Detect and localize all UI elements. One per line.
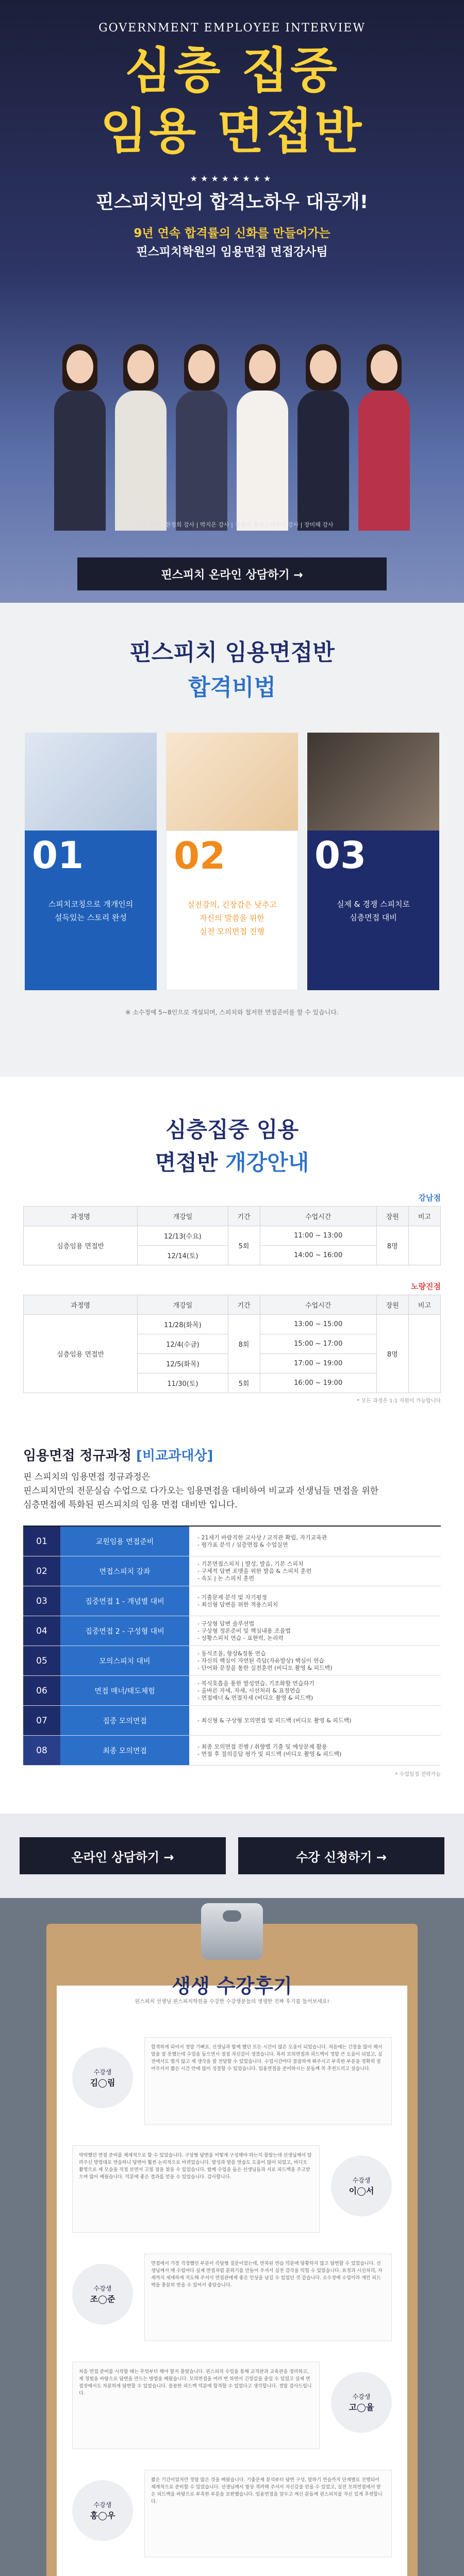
course-name: 심층임용 면접반 [24,1315,138,1393]
start-date: 11/30(토) [138,1374,228,1393]
apply-button[interactable]: 수강 신청하기 → [238,1837,444,1874]
instructor-photo [355,330,413,531]
row-item: - 최종 모의면접 진행 / 취향별 기출 및 예상문제 활용 [197,1743,327,1750]
period: 5회 [228,1226,260,1265]
hero-title-line2: 임용 면접반 [100,104,364,160]
table-header: 비고 [408,1295,440,1315]
hero-desc [0,224,464,261]
table-header: 수업시간 [260,1207,376,1226]
row-title: 모의스피치 대비 [60,1646,189,1675]
row-number: 05 [23,1646,60,1675]
start-date: 12/5(화목) [138,1354,228,1374]
consult-button[interactable]: 온라인 상담하기 → [20,1837,226,1874]
curriculum-note: * 수업일정 전략가능 [395,1772,441,1777]
row-number: 06 [23,1676,60,1705]
curriculum-row [23,1676,441,1706]
row-title: 면접스피치 강좌 [60,1556,189,1586]
start-date: 12/4(수금) [138,1334,228,1354]
secrets-subtitle: 합격비법 [188,674,276,701]
row-item: - 올바른 자세, 자세, 시선처리 & 표정연습 [197,1687,301,1694]
class-time: 15:00 ~ 17:00 [260,1334,376,1354]
curriculum-row [23,1556,441,1586]
reviews-note: 핀스피치 선생님 핀스피치학원을 수강한 수강생분들의 생생한 진짜 후기를 들어보세요! [135,1999,329,2005]
row-item: - 기출문제 분석 및 자기평정 [197,1594,267,1601]
secrets-note: ※ 소수정예 5~8인으로 개설되며, 스피치와 철저한 면접준비를 할 수 있습니다. [125,1009,339,1016]
reviewer-name: 조◯준 [90,2294,115,2304]
review-text: 짧은 기간이었지만 정말 많은 것을 배웠습니다. 기출문제 분석부터 답변 구성, 말하기 연습까지 단계별로 진행되어 체계적으로 준비할 수 있었습니다. 선생님께서 항상 격려해 주셔서 자신감을 얻을 수 있었고, 실전 모의면접에서 받은 피드백을 바탕으로 부족한 부분을 보완했습니다. 임용면접을 앞두고 계신 분들께 핀스피치를 자신 있게 추천합니다. [144,2470,392,2557]
review-item [67,2357,397,2454]
reviewer-name: 홍◯우 [90,2511,115,2520]
class-time: 16:00 ~ 19:00 [260,1374,376,1393]
row-item: - 기본면접스피치 | 발성, 발음, 기본 스피치 [197,1560,304,1567]
reviewer-avatar [72,2480,133,2541]
row-item: - 속도 | 논 스피치 훈련 [197,1574,255,1582]
row-title: 면접 매너/태도체험 [60,1676,189,1705]
desc-line: 심층면접에 특화된 핀스피치의 임용 면접 대비반 입니다. [23,1500,238,1510]
schedule-subtitle-a: 면접반 [155,1150,226,1175]
curriculum-desc [23,1470,441,1512]
row-item: - 면접매너 & 면접자세 (비디오 촬영 & 피드백) [197,1694,313,1701]
review-item [67,2465,397,2563]
card-text: 스피치코칭으로 개개인의 [48,900,134,909]
reviewer-name: 고◯율 [349,2402,374,2412]
row-item: - 최신형 답변을 위한 적용스피치 [197,1601,278,1608]
instructor-photo [173,330,230,531]
desc-line: 핀 스피치의 임용면접 정규과정은 [23,1472,151,1482]
instructor-photo [294,330,352,531]
row-item: - 상황스피치 연습 - 표현력, 논리력 [197,1634,284,1641]
curriculum-row [23,1527,441,1556]
secrets-title: 핀스피치 임용면접반 [129,639,335,666]
row-item: - 자신의 핵심이 자연된 즉답(자유발상) 핵심이 연습 [197,1657,325,1664]
hero-stars: ★★★★★★★★ [190,174,274,183]
table-header: 과정명 [24,1207,138,1226]
reviewer-label: 수강생 [352,2177,371,2184]
card-text: 자신의 말씀을 위한 [200,913,264,923]
instructor-photo [234,330,291,531]
secret-card [166,733,298,990]
review-item [67,2032,397,2130]
row-item: - 구상형 답변 솔루션법 [197,1620,255,1627]
card-text: 실전 모의면접 진행 [200,927,264,936]
reviews-title: 생생 수강후기 [172,1975,292,1997]
class-time: 13:00 ~ 15:00 [260,1315,376,1334]
row-title: 교원임용 면접준비 [60,1527,189,1556]
schedule-subtitle [0,1146,464,1177]
row-number: 08 [23,1736,60,1765]
row-number: 03 [23,1586,60,1616]
curriculum-section [0,1425,464,1793]
curriculum-row [23,1586,441,1616]
reviewer-avatar [72,2047,133,2108]
class-time: 11:00 ~ 13:00 [260,1226,376,1246]
curriculum-row [23,1646,441,1676]
curriculum-table [23,1526,441,1766]
row-title: 집중면접 2 - 구성형 대비 [60,1616,189,1646]
card-number: 01 [32,834,84,877]
row-title: 최종 모의면접 [60,1736,189,1765]
row-item: - 최신형 & 구상형 모의면접 및 피드백 (비디오 촬영 & 피드백) [197,1717,352,1724]
table-header: 기간 [228,1295,260,1315]
schedule-table-gangnam [23,1206,441,1265]
hero-eyebrow: GOVERNMENT EMPLOYEE INTERVIEW [98,22,366,35]
period: 8회 [228,1315,260,1374]
card-text: 심층면접 대비 [350,913,397,922]
class-time: 17:00 ~ 19:00 [260,1354,376,1374]
curriculum-title-a: 임용면접 정규과정 [23,1448,137,1464]
remarks [408,1226,440,1265]
row-item: - 21세기 바람직한 교사상 / 교직관 확립, 자기교육관 [197,1534,327,1541]
clip-icon [201,1903,263,1960]
instructor-photos [0,330,464,531]
table-header: 개강일 [138,1207,228,1226]
location-noryangjin: 노량진점 [411,1282,441,1291]
schedule-table-noryangjin [23,1295,441,1393]
review-text: 합격하게 되어서 정말 기뻐요. 선생님과 함께 했던 모든 시간이 많은 도움이 되었습니다. 처음에는 긴장을 많이 해서 말을 잘 못했는데 수업을 들으면서 점점 자신감이 생겼습니다. 특히 모의면접과 피드백이 정말 큰 도움이 되었고, 실전에서도 떨지 않고 제 생각을 잘 전달할 수 있었습니다. 수업시간마다 꼼꼼하게 봐주시고 부족한 부분을 정확히 짚어주셔서 짧은 시간 안에 많이 성장할 수 있었습니다. 임용면접을 준비하시는 분들께 꼭 추천드리고 싶습니다. [144,2037,392,2125]
row-item: - 구체적 답변 포맷을 위한 발음 & 스피치 훈련 [197,1567,312,1574]
table-header: 개강일 [138,1295,228,1315]
curriculum-row [23,1736,441,1766]
hero-title-line1: 심층 집중 [125,43,339,99]
reviewer-name: 김◯림 [90,2078,115,2088]
class-time: 14:00 ~ 16:00 [260,1246,376,1265]
schedule-section [0,1077,464,1425]
desc-line: 핀스피치만의 전문실습 수업으로 다가오는 임용면접을 대비하여 비교과 선생님들 면접을 위한 [23,1486,379,1496]
card-text: 실제 & 경쟁 스피치로 [337,900,410,909]
curriculum-row [23,1616,441,1646]
review-text: 처음 면접 준비를 시작할 때는 무엇부터 해야 할지 몰랐습니다. 핀스피치 수업을 통해 교직관과 교육관을 정리하고, 제 경험을 바탕으로 답변을 만드는 방법을 배웠습니다. 모의면접을 여러 번 하면서 긴장감을 줄일 수 있었고 실제 면접장에서도 차분하게 답변할 수 있었습니다. 꼼꼼한 피드백 덕분에 합격할 수 있었다고 생각합니다. 정말 감사드립니다. [72,2362,320,2449]
review-text: 면접에서 가장 걱정했던 부분이 즉답형 질문이었는데, 반복된 연습 덕분에 당황하지 않고 답변할 수 있었습니다. 선생님께서 매 수업마다 실제 면접처럼 분위기를 만들어 주셔서 실전 감각을 익힐 수 있었습니다. 표정과 시선처리, 자세까지 세세하게 지도해 주셔서 면접관에게 좋은 인상을 남길 수 있었던 것 같습니다. 소수정예 수업이라 개인 피드백을 충분히 받을 수 있어서 좋았습니다. [144,2253,392,2341]
cta-buttons [0,1814,464,1898]
reviewer-avatar [72,2264,133,2325]
reviewer-name: 이◯서 [349,2186,374,2196]
start-date: 12/14(토) [138,1246,228,1265]
row-number: 01 [23,1527,60,1556]
start-date: 11/28(화목) [138,1315,228,1334]
hero-desc-line1: 9년 연속 합격률의 신화를 만들어가는 [134,227,330,240]
hero-banner [0,0,464,603]
secrets-section [0,603,464,1077]
row-title: 집중 모의면접 [60,1706,189,1735]
reviewer-label: 수강생 [352,2393,371,2400]
schedule-subtitle-b: 개강안내 [225,1150,309,1175]
schedule-title: 심층집중 임용 [165,1117,299,1142]
table-header: 기간 [228,1207,260,1226]
row-item: - 복식호흡을 통한 발성연습, 기조화할 연습하기 [197,1680,314,1687]
row-item: - 단어와 문장을 통한 실전훈련 (비디오 촬영 & 피드백) [197,1664,333,1671]
location-gangnam: 강남점 [418,1193,441,1202]
row-item: - 평가표 분석 / 심층면접 & 수업실연 [197,1541,288,1548]
reviewer-label: 수강생 [93,2285,112,2292]
reviewer-avatar [331,2372,392,2433]
instructor-photo [112,330,170,531]
hero-desc-line2: 핀스피치학원의 임용면접 면접강사팀 [136,245,328,259]
table-header: 과정명 [24,1295,138,1315]
start-date: 12/13(수요) [138,1226,228,1246]
seats: 8명 [376,1315,408,1393]
online-consult-button[interactable]: 핀스피치 온라인 상담하기 → [77,557,387,590]
reviews-section [0,1898,464,2576]
row-number: 04 [23,1616,60,1646]
reviewer-label: 수강생 [93,2501,112,2509]
card-number: 03 [314,834,367,877]
review-text: 막막했던 면접 준비를 체계적으로 할 수 있었습니다. 구상형 답변을 어떻게 구성해야 하는지 몰랐는데 선생님께서 알려주신 방법대로 연습하니 답변이 훨씬 논리적으로 바뀌었습니다. 발성과 발음 연습도 도움이 많이 되었고, 비디오 촬영으로 제 모습을 직접 보면서 고칠 점을 찾을 수 있었습니다. 함께 수업을 들은 선생님들과 서로 피드백을 주고받으며 많이 배웠습니다. 덕분에 좋은 결과를 얻을 수 있었습니다. 감사합니다. [72,2145,320,2233]
table-header: 수업시간 [260,1295,376,1315]
review-item [67,2140,397,2238]
row-item: - 면접 후 질의응답 평가 및 피드백 (비디오 촬영 & 피드백) [197,1750,342,1757]
hero-subtitle: 핀스피치만의 합격노하우 대공개! [95,192,369,213]
reviewer-label: 수강생 [93,2069,112,2076]
seats: 8명 [376,1226,408,1265]
table-header: 비고 [408,1207,440,1226]
review-item [67,2248,397,2346]
curriculum-title [23,1445,441,1464]
row-title: 집중면접 1 - 개념별 대비 [60,1586,189,1616]
secret-card [307,733,439,990]
instructor-photo [51,330,109,531]
reviewer-avatar [331,2156,392,2216]
table-header: 장원 [376,1207,408,1226]
row-number: 07 [23,1706,60,1735]
secret-card [25,733,157,990]
remarks [408,1315,440,1393]
course-name: 심층임용 면접반 [24,1226,138,1265]
period: 5회 [228,1374,260,1393]
row-item: - 구상형 정론준비 및 핵심내용 조율법 [197,1627,291,1634]
card-text: 실전강의, 긴장감은 낮추고 [187,900,277,909]
curriculum-row [23,1706,441,1736]
instructor-caption: 이진희 강사 | 한정희 강사 | 박지은 강사 | 정경미 강사 | 서수미 강사 | 장미혜 강사 [130,521,334,528]
schedule-note: * 모든 과정은 1:1 지원이 가능합니다 [357,1398,441,1404]
curriculum-title-b: [비교과대상] [136,1448,213,1464]
table-header: 장원 [376,1295,408,1315]
secret-cards [0,733,464,990]
card-text: 설득있는 스토리 완성 [55,913,127,922]
row-item: - 동식조율, 항상&정통 연습 [197,1650,266,1657]
row-number: 02 [23,1556,60,1586]
card-number: 02 [174,834,226,877]
